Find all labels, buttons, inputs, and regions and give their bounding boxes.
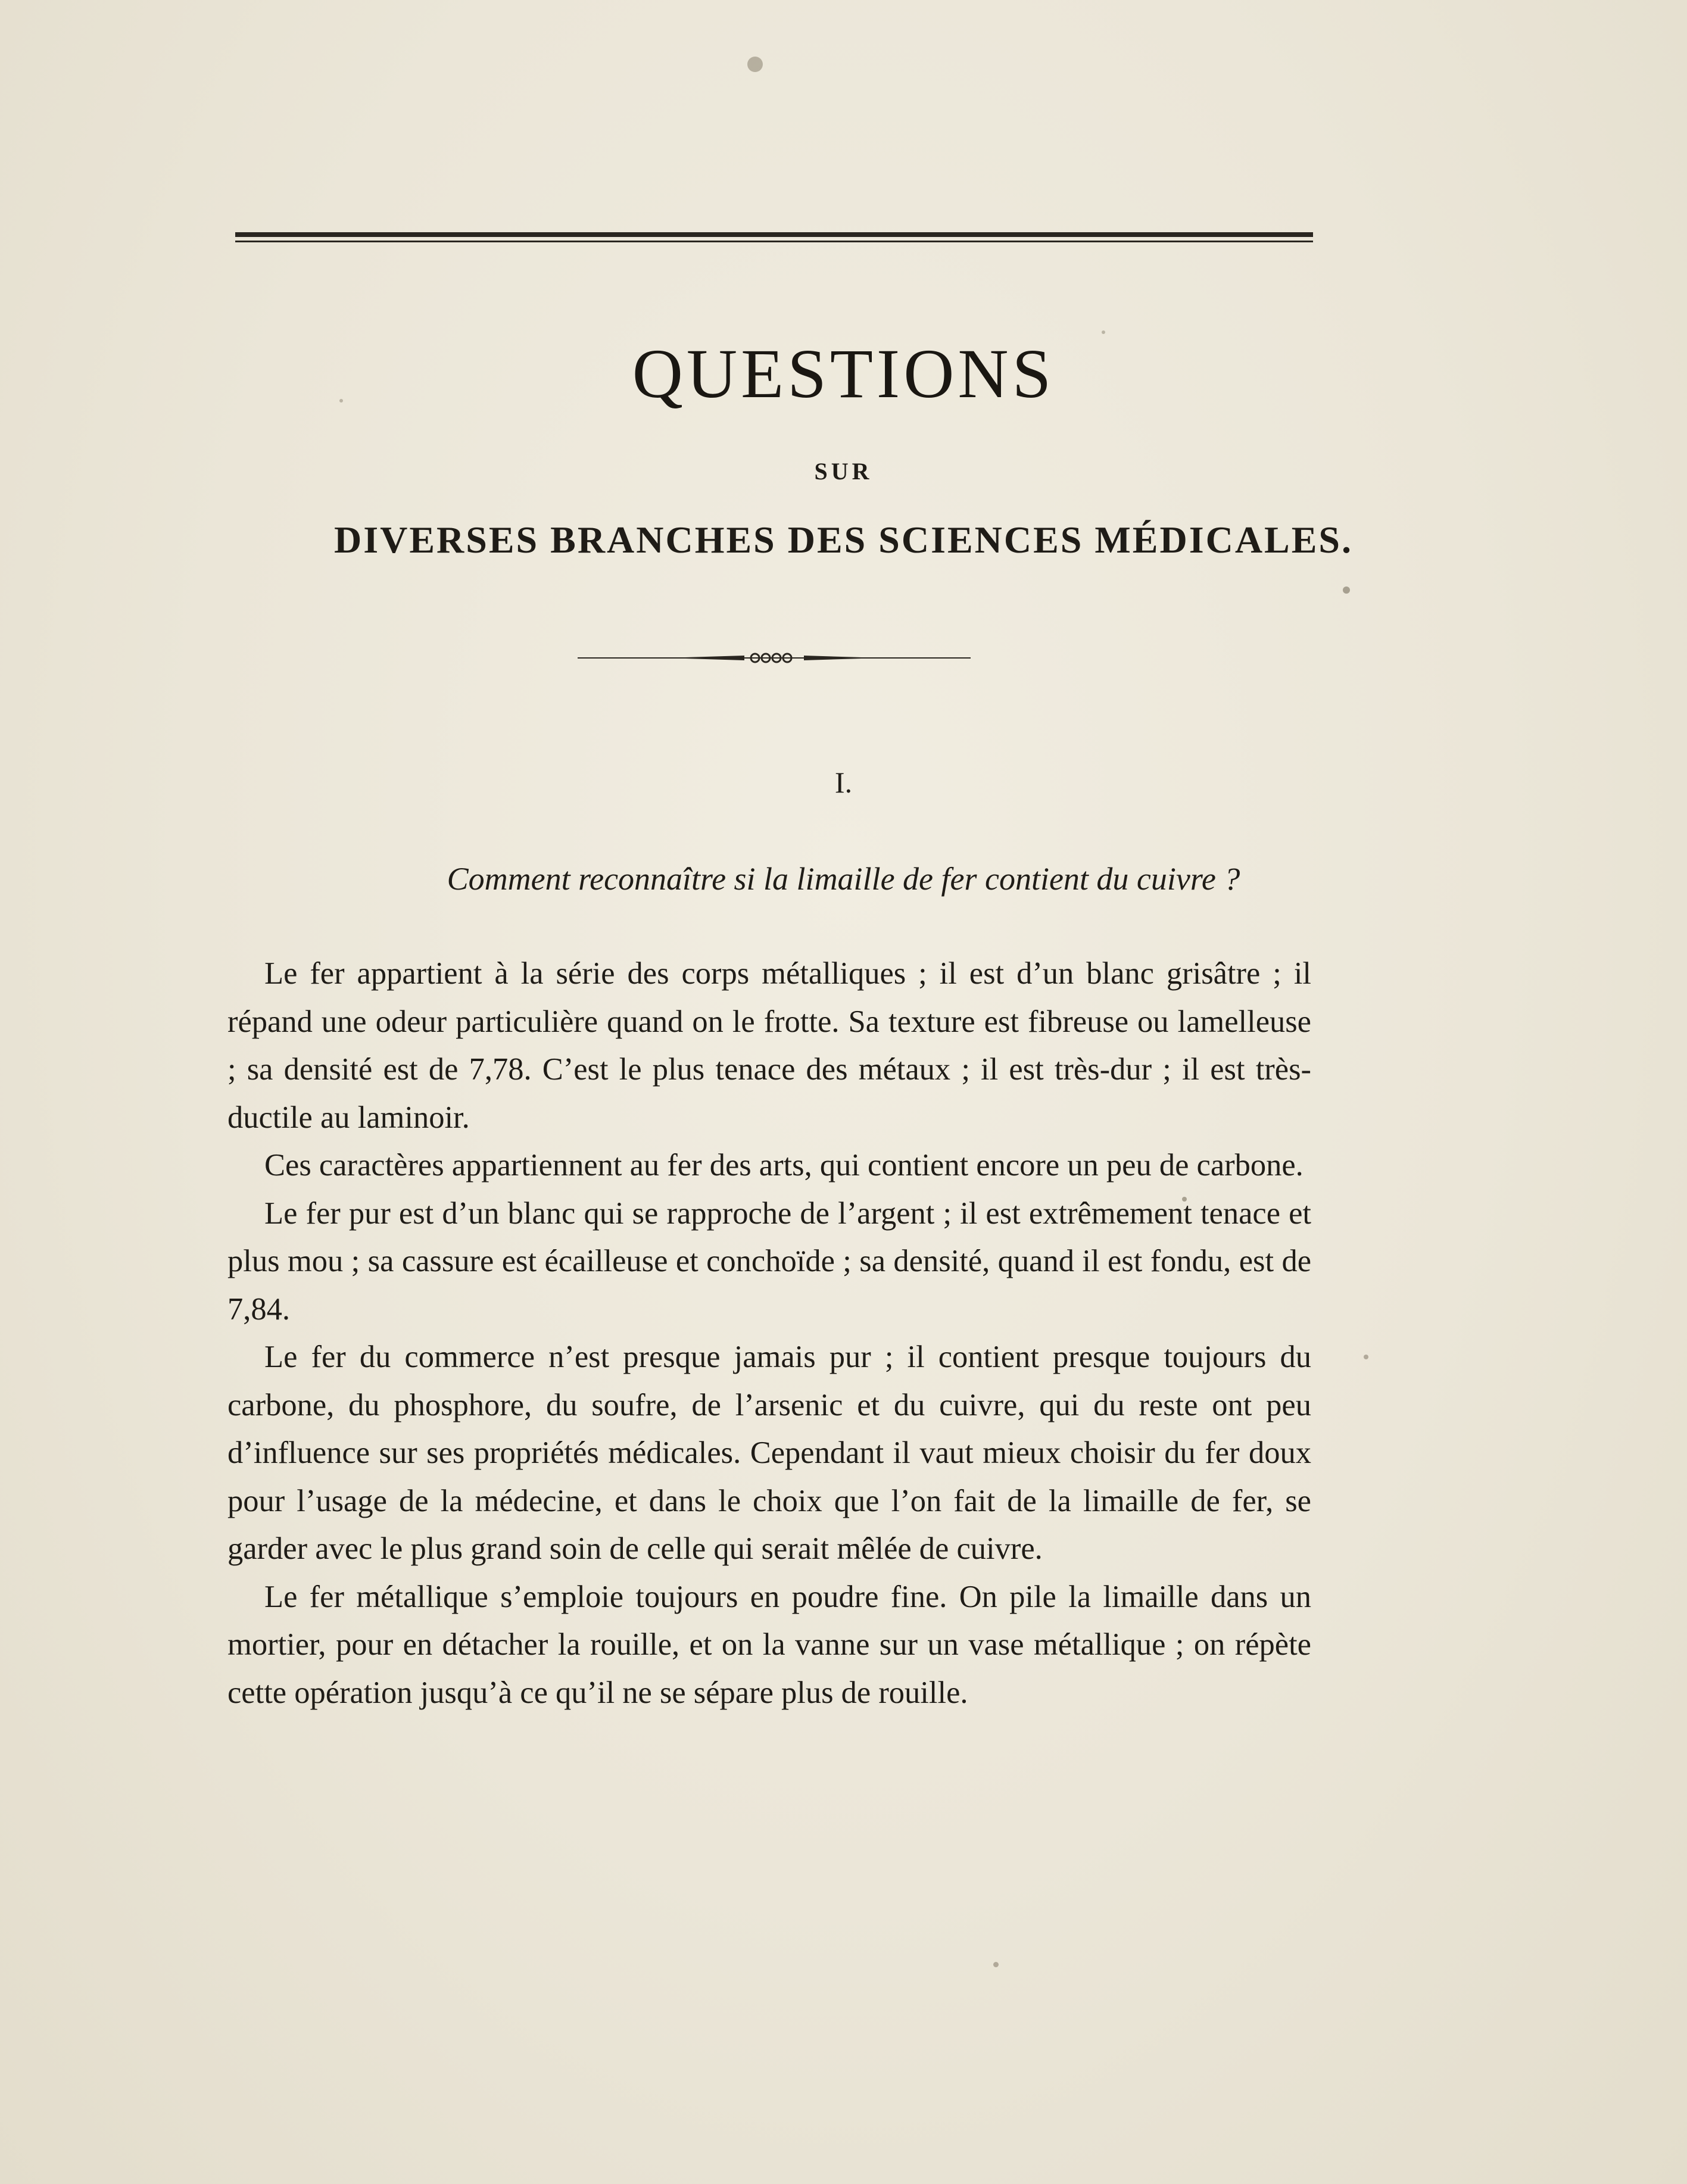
paper-speck <box>993 1962 999 1967</box>
title-connector: SUR <box>814 458 873 485</box>
paragraph: Le fer pur est d’un blanc qui se rapproche de l’argent ; il est extrêmement tenace et plus mou ; sa cassure est écailleuse et conchoïde ; sa densité, quand il est fondu, est de 7,84. <box>227 1196 1311 1327</box>
paper-speck <box>747 57 763 72</box>
page-title: QUESTIONS <box>632 335 1055 413</box>
paragraph: Le fer appartient à la série des corps métalliques ; il est d’un blanc grisâtre ; il répand une odeur particulière quand on le frotte. Sa texture est fibreuse ou lamelleuse ; sa densité est de 7,78. C’est le plus tenace des métaux ; il est très-dur ; il est très-ductile au laminoir. <box>227 956 1311 1135</box>
header-double-rule <box>235 232 1313 245</box>
body-text <box>227 950 1311 1717</box>
paragraph: Ces caractères appartiennent au fer des arts, qui contient encore un peu de carbone. <box>264 1148 1304 1183</box>
paragraph: Le fer métallique s’emploie toujours en poudre fine. On pile la limaille dans un mortier, pour en détacher la rouille, et on la vanne sur un vase métallique ; on répète cette opération jusqu’à ce qu’il ne se sépare plus de rouille. <box>227 1579 1311 1710</box>
section-number: I. <box>834 766 853 799</box>
paragraph: Le fer du commerce n’est presque jamais pur ; il contient presque toujours du carbone, du phosphore, du soufre, de l’arsenic et du cuivre, qui du reste ont peu d’influence sur ses propriétés médicales. Cependant il vaut mieux choisir du fer doux pour l’usage de la médecine, et dans le choix que l’on fait de la limaille de fer, se garder avec le plus grand soin de celle qui serait mêlée de cuivre. <box>227 1340 1311 1566</box>
paper-speck <box>1343 586 1350 594</box>
rule-thin-line <box>235 241 1313 242</box>
rule-thick-line <box>235 232 1313 237</box>
page-subtitle: DIVERSES BRANCHES DES SCIENCES MÉDICALES. <box>334 519 1353 561</box>
ornament-divider <box>578 649 971 667</box>
paper-speck <box>1364 1355 1368 1359</box>
section-question: Comment reconnaître si la limaille de fer contient du cuivre ? <box>447 861 1240 897</box>
